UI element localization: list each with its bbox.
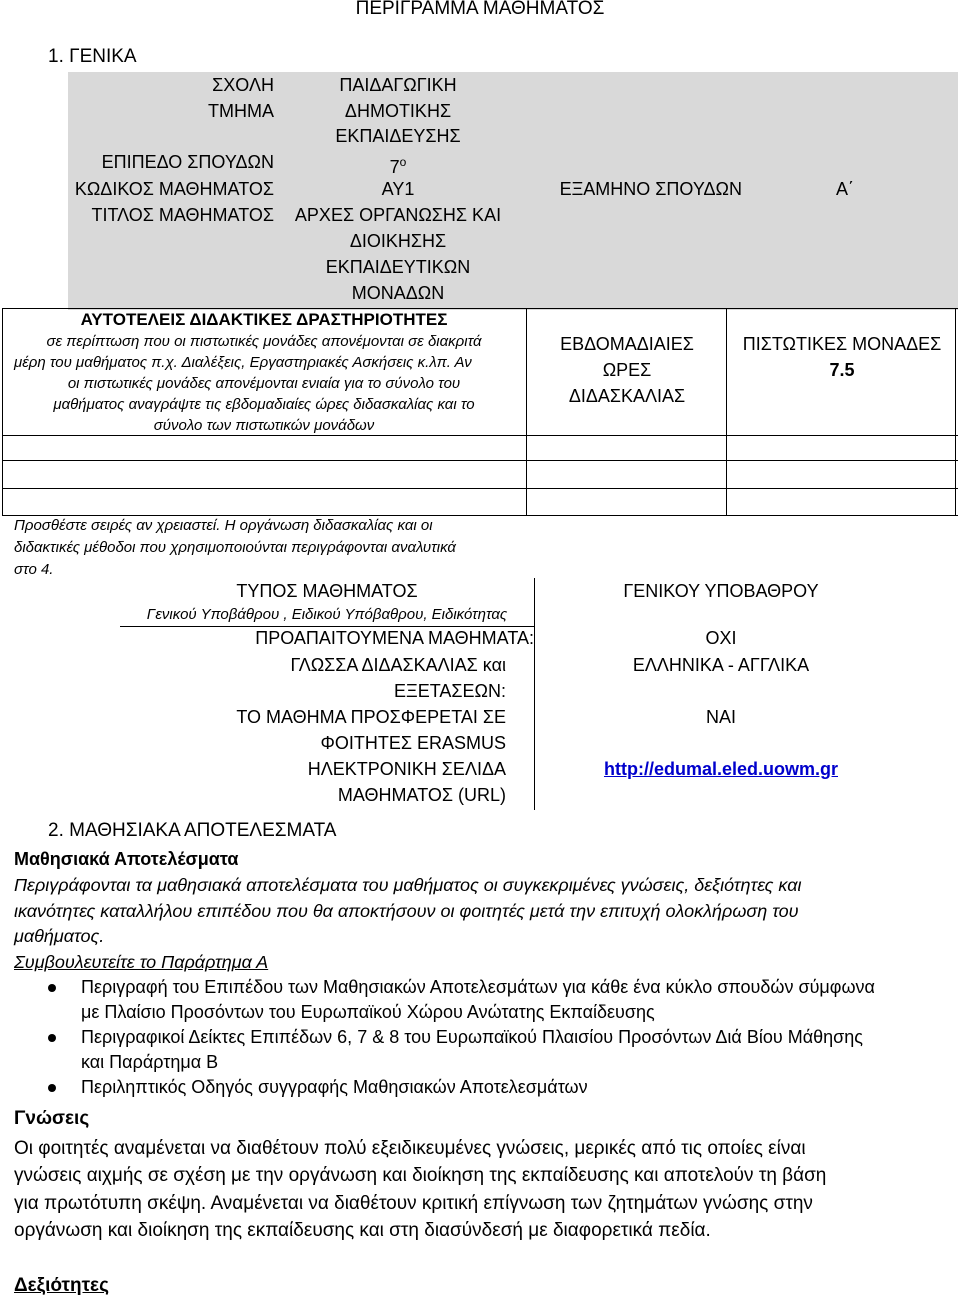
list-item: Περιγραφή του Επιπέδου των Μαθησιακών Αποτελεσμάτων για κάθε ένα κύκλο σπουδών σύμφωνα με Πλαίσιο Προσόντων του Ευρωπαϊκού Χώρου Ανώτατης Εκπαίδευσης — [14, 975, 944, 1025]
url-label-line1: ΗΛΕΚΤΡΟΝΙΚΗ ΣΕΛΙΔΑ — [307, 759, 506, 779]
page-title: ΠΕΡΙΓΡΑΜΜΑ ΜΑΘΗΜΑΤΟΣ — [355, 0, 605, 19]
study-level-value: $7^o$ — [389, 155, 407, 177]
course-title-line2: ΔΙΟΙΚΗΣΗΣ — [349, 231, 447, 251]
erasmus-label-line1: ΤΟ ΜΑΘΗΜΑ ΠΡΟΣΦΕΡΕΤΑΙ ΣΕ — [236, 707, 506, 727]
language-value: ΕΛΛΗΝΙΚΑ - ΑΓΓΛΙΚΑ — [632, 655, 810, 675]
course-title-line3: ΕΚΠΑΙΔΕΥΤΙΚΩΝ — [325, 257, 471, 277]
course-type-label: ΤΥΠΟΣ ΜΑΘΗΜΑΤΟΣ — [236, 581, 418, 601]
skills-heading: Δεξιότητες — [14, 1275, 109, 1296]
activities-desc-line2: μέρη του μαθήματος π.χ. Διαλέξεις, Εργαστηριακές Ασκήσεις κ.λπ. Αν — [14, 354, 472, 371]
course-url-link[interactable]: http://edumal.eled.uowm.gr — [603, 759, 838, 779]
section-general-heading: 1. ΓΕΝΙΚΑ — [48, 46, 137, 67]
note-line3: στο 4. — [14, 561, 54, 578]
activities-header: ΑΥΤΟΤΕΛΕΙΣ ΔΙΔΑΚΤΙΚΕΣ ΔΡΑΣΤΗΡΙΟΤΗΤΕΣ — [80, 310, 448, 329]
erasmus-label-line2: ΦΟΙΤΗΤΕΣ ERASMUS — [320, 733, 506, 753]
note-line1: Προσθέστε σειρές αν χρειαστεί. Η οργάνωση διδασκαλίας και οι — [14, 517, 433, 534]
department-value-line2: ΕΚΠΑΙΔΕΥΣΗΣ — [335, 126, 461, 146]
study-level-sup: ο — [399, 155, 407, 169]
activities-desc-line3: οι πιστωτικές μονάδες απονέμονται ενιαία για το σύνολο του — [67, 375, 461, 392]
list-item: Περιγραφικοί Δείκτες Επιπέδων 6, 7 & 8 του Ευρωπαϊκού Πλαισίου Προσόντων Διά Βίου Μάθησης και Παράρτημα Β — [14, 1025, 944, 1075]
outcomes-desc-line2: ικανότητες καταλλήλου επιπέδου που θα αποκτήσουν οι φοιτητές μετά την επιτυχή ολοκλήρωση του — [14, 901, 799, 921]
semester-label: ΕΞΑΜΗΝΟ ΣΠΟΥΔΩΝ — [559, 179, 742, 199]
activities-desc-line4: μαθήματος αναγράψτε τις εβδομαδιαίες ώρες διδασκαλίας και το — [53, 396, 475, 413]
semester-value: Α΄ — [836, 179, 854, 199]
school-label: ΣΧΟΛΗ — [212, 75, 274, 95]
knowledge-heading: Γνώσεις — [14, 1108, 90, 1129]
course-type-value: ΓΕΝΙΚΟΥ ΥΠΟΒΑΘΡΟΥ — [623, 581, 819, 601]
knowledge-line4: οργάνωση και διοίκηση της εκπαίδευσης και στη διασύνδεσή με διαφορετικά πεδία. — [14, 1220, 711, 1241]
list-item: Περιληπτικός Οδηγός συγγραφής Μαθησιακών Αποτελεσμάτων — [14, 1075, 944, 1100]
url-label-line2: ΜΑΘΗΜΑΤΟΣ (URL) — [337, 785, 506, 805]
course-title-line1: ΑΡΧΕΣ ΟΡΓΑΝΩΣΗΣ ΚΑΙ — [294, 205, 502, 225]
department-label: ΤΜΗΜΑ — [208, 101, 274, 121]
credits-value: 7.5 — [829, 360, 855, 380]
school-value: ΠΑΙΔΑΓΩΓΙΚΗ — [339, 75, 457, 95]
activities-desc-line1: σε περίπτωση που οι πιστωτικές μονάδες απονέμονται σε διακριτά — [46, 333, 482, 350]
prerequisites-label: ΠΡΟΑΠΑΙΤΟΥΜΕΝΑ ΜΑΘΗΜΑΤΑ: — [255, 628, 534, 648]
course-type-hint: Γενικού Υποβάθρου , Ειδικού Υπόβαθρου, Ειδικότητας — [146, 606, 508, 623]
outcomes-bullet-list — [14, 975, 944, 1100]
weekly-hours-header: ΕΒΔΟΜΑΔΙΑΙΕΣ ΩΡΕΣ ΔΙΔΑΣΚΑΛΙΑΣ — [560, 334, 694, 406]
knowledge-line1: Οι φοιτητές αναμένεται να διαθέτουν πολύ εξειδικευμένες γνώσεις, μερικές από τις οποίες είναι — [14, 1138, 806, 1159]
language-label-line2: ΕΞΕΤΑΣΕΩΝ: — [394, 681, 506, 701]
course-code-value: ΑΥ1 — [381, 179, 415, 199]
outcomes-desc-line3: μαθήματος. — [14, 926, 105, 946]
details-table-end — [120, 808, 121, 809]
prerequisites-value: ΟΧΙ — [705, 628, 737, 648]
language-label-line1: ΓΛΩΣΣΑ ΔΙΔΑΣΚΑΛΙΑΣ και — [290, 655, 506, 675]
bullet-icon — [48, 984, 56, 992]
study-level-label: ΕΠΙΠΕΔΟ ΣΠΟΥΔΩΝ — [101, 152, 274, 172]
outcomes-heading: Μαθησιακά Αποτελέσματα — [14, 849, 239, 869]
note-line2: διδακτικές μέθοδοι που χρησιμοποιούνται περιγράφονται αναλυτικά — [14, 539, 456, 556]
bullet-icon — [48, 1034, 56, 1042]
course-code-label: ΚΩΔΙΚΟΣ ΜΑΘΗΜΑΤΟΣ — [74, 179, 274, 199]
consult-appendix-link[interactable]: Συμβουλευτείτε το Παράρτημα Α — [14, 952, 269, 972]
outcomes-desc-line1: Περιγράφονται τα μαθησιακά αποτελέσματα του μαθήματος οι συγκεκριμένες γνώσεις, δεξιότητες και — [14, 875, 802, 895]
details-table-vline — [534, 578, 535, 810]
erasmus-value: ΝΑΙ — [705, 707, 736, 727]
section-outcomes-heading: 2. ΜΑΘΗΣΙΑΚΑ ΑΠΟΤΕΛΕΣΜΑΤΑ — [48, 820, 337, 841]
course-title-line4: ΜΟΝΑΔΩΝ — [351, 283, 445, 303]
knowledge-line2: γνώσεις αιχμής σε σχέση με την οργάνωση και διοίκηση της εκπαίδευσης και αποτελούν τη βάση — [14, 1165, 827, 1186]
credits-header: ΠΙΣΤΩΤΙΚΕΣ ΜΟΝΑΔΕΣ — [742, 334, 942, 354]
department-value-line1: ΔΗΜΟΤΙΚΗΣ — [344, 101, 452, 121]
url-value-cell — [596, 756, 846, 782]
activities-desc-line5: σύνολο των πιστωτικών μονάδων — [153, 417, 375, 434]
course-title-label: ΤΙΤΛΟΣ ΜΑΘΗΜΑΤΟΣ — [91, 205, 274, 225]
bullet-icon — [48, 1084, 56, 1092]
knowledge-line3: για πρωτότυπη σκέψη. Αναμένεται να διαθέτουν κριτική επίγνωση των ζητημάτων γνώσης στην — [14, 1193, 813, 1214]
